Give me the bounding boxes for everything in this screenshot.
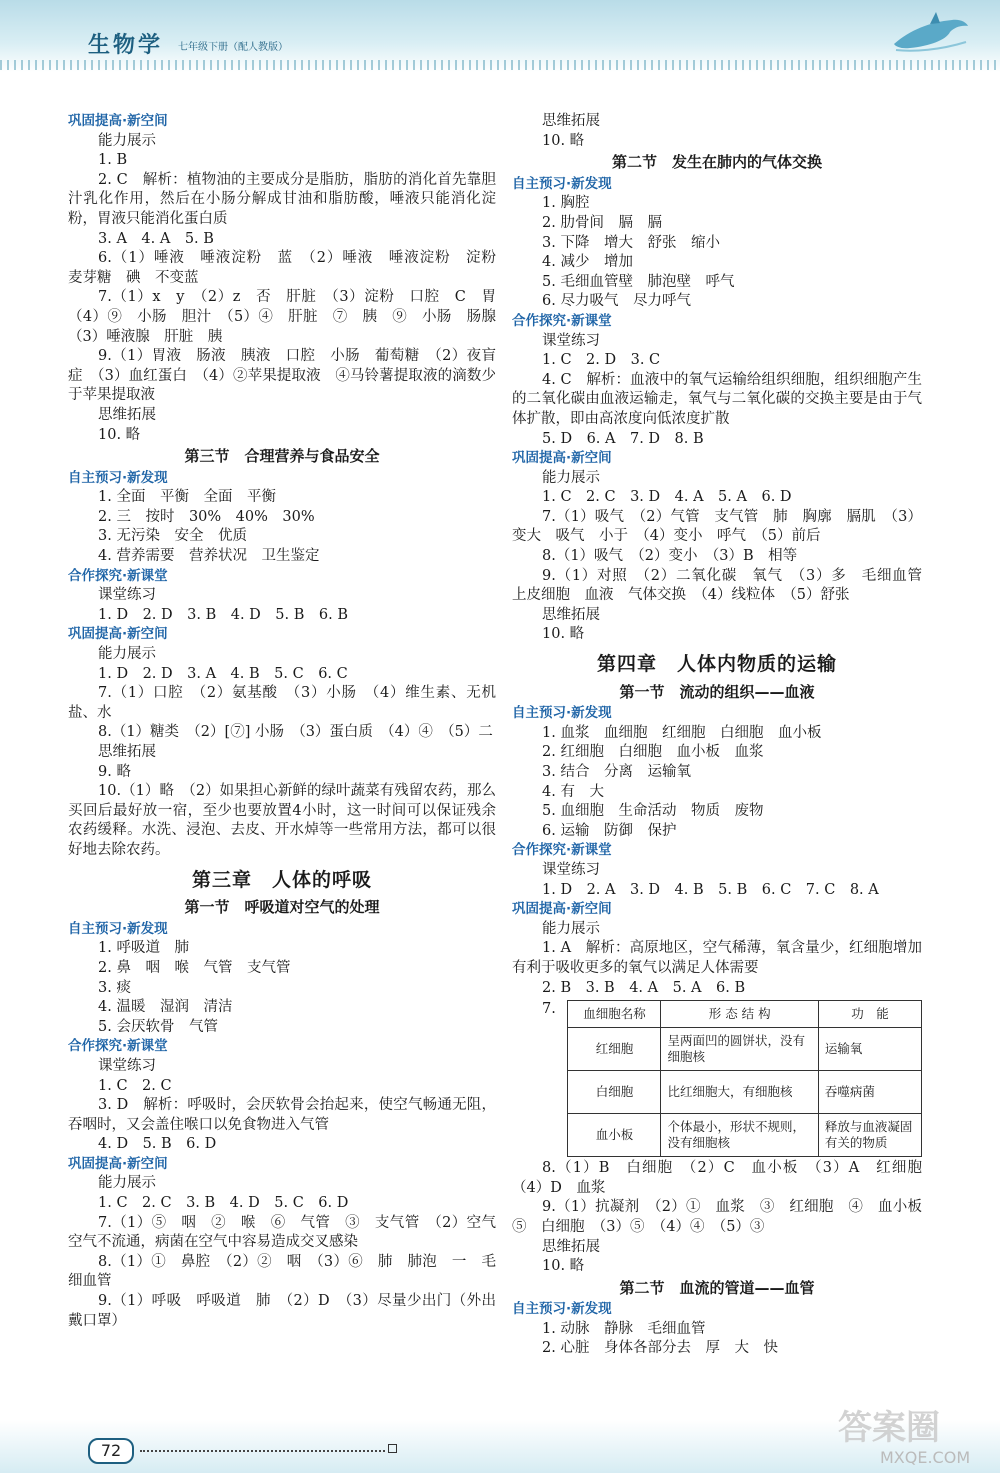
- blood-cell-table: [567, 1000, 922, 1157]
- answer-line: 7.（1）吸气 （2）气管 支气管 肺 胸廓 膈肌 （3）变大 吸气 小于 （4）变小 呼气 （5）前后: [512, 508, 922, 545]
- answer-line: 8.（1）糖类 （2）[⑦] 小肠 （3）蛋白质 （4）④ （5）二: [98, 724, 493, 741]
- section-label: 合作探究·新课堂: [68, 567, 168, 584]
- answer-line: 9.（1）呼吸 呼吸道 肺 （2）D （3）尽量少出门（外出戴口罩）: [68, 1293, 496, 1329]
- answer-line: 3. 结合 分离 运输氧: [542, 764, 691, 780]
- table-row: [568, 1114, 922, 1157]
- watermark-url: MXQE.COM: [880, 1448, 971, 1467]
- section-label: 巩固提高·新空间: [512, 450, 612, 467]
- section-heading: 第三节 合理营养与食品安全: [184, 447, 380, 466]
- section-heading: 第二节 发生在肺内的气体交换: [611, 153, 822, 172]
- table-cell: 释放与血液凝固有关的物质: [818, 1114, 921, 1157]
- table-cell: 血小板: [568, 1114, 661, 1157]
- answer-line: 7.（1）⑤ 咽 ② 喉 ⑥ 气管 ③ 支气管 （2）空气 空气不流通，病菌在空气中容易造成交叉感染: [68, 1214, 511, 1251]
- answer-line: 1. D 2. D 3. A 4. B 5. C 6. C: [98, 665, 348, 682]
- section-heading: 第一节 呼吸道对空气的处理: [184, 898, 380, 917]
- answer-line: 1. D 2. A 3. D 4. B 5. B 6. C 7. C 8. A: [542, 881, 879, 898]
- answer-line: 6.（1）唾液 唾液淀粉 蓝 （2）唾液 唾液淀粉 淀粉 麦芽糖 碘 不变蓝: [68, 250, 511, 286]
- answer-line: 10. 略: [98, 426, 141, 443]
- answer-line: 2. C 解析：植物油的主要成分是脂肪，脂肪的消化首先靠胆汁乳化作用，然后在小肠分解成甘油和脂肪酸，唾液只能消化淀粉，胃液只能消化蛋白质: [68, 171, 496, 227]
- answer-line: 6. 尽力吸气 尽力呼气: [542, 293, 691, 310]
- table-cell: 白细胞: [568, 1071, 661, 1114]
- answer-line: 8.（1）B 白细胞 （2）C 血小板 （3）A 红细胞 （4）D 血浆: [512, 1160, 937, 1196]
- answer-line: 9. 略: [98, 763, 131, 780]
- answer-line: 10. 略: [542, 132, 585, 149]
- answer-line: 1. 全面 平衡 全面 平衡: [98, 489, 276, 506]
- section-label: 合作探究·新课堂: [68, 1038, 168, 1055]
- table-cell: 红细胞: [568, 1028, 661, 1071]
- answer-line: 1. C 2. C 3. D 4. A 5. A 6. D: [542, 489, 792, 506]
- section-heading: 第二节 血流的管道——血管: [619, 1278, 815, 1297]
- answer-line: 课堂练习: [542, 861, 600, 878]
- answer-line: 4. 减少 增加: [542, 254, 633, 271]
- answer-line: 4. 有 大: [542, 783, 604, 800]
- answer-line: 5. 会厌软骨 气管: [98, 1018, 218, 1035]
- answer-line: 6. 运输 防御 保护: [542, 822, 677, 839]
- answer-line: 思维拓展: [542, 606, 600, 623]
- table-cell: 运输氧: [818, 1028, 921, 1071]
- chapter-heading: 第四章 人体内物质的运输: [596, 653, 837, 676]
- answer-line: 4. D 5. B 6. D: [98, 1136, 217, 1153]
- answer-line: 2. 红细胞 白细胞 血小板 血浆: [542, 744, 764, 761]
- chapter-heading: 第三章 人体的呼吸: [191, 868, 372, 891]
- answer-line: 1. C 2. D 3. C: [542, 352, 661, 369]
- section-label: 巩固提高·新空间: [68, 1155, 168, 1172]
- answer-line: 7.（1）x y （2）z 否 肝脏 （3）淀粉 口腔 C 胃 （4）⑨ 小肠 胆汁 （5）④ 肝脏 ⑦ 胰 ⑨ 小肠 肠腺 （3）唾液腺 肝脏 胰: [68, 289, 511, 345]
- answer-line: 4. 温暖 湿润 清洁: [98, 999, 233, 1016]
- answer-line: 课堂练习: [542, 332, 600, 349]
- answer-line: 能力展示: [98, 1175, 156, 1192]
- answer-line: 课堂练习: [98, 587, 156, 604]
- answer-line: 思维拓展: [98, 744, 156, 760]
- answer-line: 5. 血细胞 生命活动 物质 废物: [542, 803, 764, 820]
- table-header-cell: 血细胞名称: [568, 1001, 661, 1028]
- dolphin-logo-icon: [890, 10, 970, 56]
- section-label: 巩固提高·新空间: [68, 626, 168, 643]
- question-number: 7.: [542, 1001, 556, 1018]
- section-label: 自主预习·新发现: [68, 469, 168, 486]
- answer-line: 能力展示: [98, 646, 156, 663]
- answer-line: 1. 呼吸道 肺: [98, 940, 189, 957]
- answer-line: 3. D 解析：呼吸时，会厌软骨会抬起来，使空气畅通无阻，吞咽时，又会盖住喉口以免食物进入气管: [68, 1097, 496, 1133]
- section-label: 自主预习·新发现: [512, 1301, 612, 1318]
- answer-line: 1. D 2. D 3. B 4. D 5. B 6. B: [98, 606, 349, 623]
- footer-dotted-line: [140, 1450, 385, 1452]
- answer-line: 1. C 2. C 3. B 4. D 5. C 6. D: [98, 1195, 349, 1212]
- book-title: 生物学: [88, 32, 164, 58]
- end-square-icon: [388, 1444, 397, 1453]
- answer-line: 3. 无污染 安全 优质: [98, 528, 247, 545]
- answer-line: 2. 三 按时 30% 40% 30%: [98, 508, 315, 525]
- answer-line: 课堂练习: [98, 1057, 156, 1074]
- answer-line: 2. 鼻 咽 喉 气管 支气管: [98, 959, 291, 976]
- section-label: 自主预习·新发现: [512, 705, 612, 722]
- table-cell: 个体最小，形状不规则，没有细胞核: [661, 1114, 818, 1157]
- answer-line: 5. 毛细血管壁 肺泡壁 呼气: [542, 273, 735, 290]
- left-column: [68, 112, 511, 1331]
- answer-line: 5. D 6. A 7. D 8. B: [542, 430, 704, 447]
- book-subtitle: 七年级下册（配人教版）: [178, 42, 288, 53]
- section-label: 合作探究·新课堂: [512, 842, 612, 859]
- blood-cell-table-block: [512, 1000, 922, 1157]
- answer-line: 10. 略: [542, 626, 585, 643]
- table-cell: 呈两面凹的圆饼状，没有细胞核: [661, 1028, 818, 1071]
- answer-line: 思维拓展: [542, 113, 600, 129]
- answer-line: 9.（1）对照 （2）二氧化碳 氧气 （3）多 毛细血管 上皮细胞 血液 气体交换 （4）线粒体 （5）舒张: [512, 567, 937, 604]
- answer-line: 1. C 2. C: [98, 1077, 172, 1094]
- page-number: 72: [88, 1438, 134, 1464]
- answer-line: 10.（1）略 （2）如果担心新鲜的绿叶蔬菜有残留农药，那么买回后最好放一宿，至少也要放置4小时，这一时间可以保证残余农药缓释。水洗、浸泡、去皮、开水焯等一些常用方法，都可以很好地去除农药。: [68, 783, 496, 858]
- answer-line: 4. C 解析：血液中的氧气运输给组织细胞，组织细胞产生的二氧化碳由血液运输走，氧气与二氧化碳的交换主要是由于气体扩散，即由高浓度向低浓度扩散: [512, 371, 922, 427]
- table-header-cell: 形 态 结 构: [661, 1001, 818, 1028]
- answer-line: 2. 肋骨间 膈 膈: [542, 214, 662, 231]
- answer-line: 3. 下降 增大 舒张 缩小: [542, 234, 720, 251]
- answer-line: 8.（1）① 鼻腔 （2）② 咽 （3）⑥ 肺 肺泡 一 毛细血管: [68, 1253, 496, 1290]
- header-stripes: [0, 60, 1000, 70]
- section-label: 合作探究·新课堂: [512, 312, 612, 329]
- answer-line: 思维拓展: [542, 1238, 600, 1255]
- section-label: 自主预习·新发现: [68, 920, 168, 937]
- table-row: [568, 1071, 922, 1114]
- answer-line: 能力展示: [98, 132, 156, 149]
- section-label: 巩固提高·新空间: [512, 901, 612, 918]
- answer-line: 2. 心脏 身体各部分去 厚 大 快: [542, 1340, 778, 1357]
- answer-line: 1. 胸腔: [542, 195, 590, 212]
- answer-line: 1. A 解析：高原地区，空气稀薄，氧含量少，红细胞增加有利于吸收更多的氧气以满足人体需要: [512, 940, 922, 976]
- table-cell: 吞噬病菌: [818, 1071, 921, 1114]
- answer-line: 1. 血浆 血细胞 红细胞 白细胞 血小板: [542, 724, 822, 741]
- table-header-cell: 功 能: [818, 1001, 921, 1028]
- right-column: [512, 112, 937, 1359]
- answer-line: 7.（1）口腔 （2）氨基酸 （3）小肠 （4）维生素、无机盐、水: [68, 685, 496, 721]
- answer-line: 9.（1）抗凝剂 （2）① 血浆 ③ 红细胞 ④ 血小板 ⑤ 白细胞 （3）⑤ （4）④ （5）③: [512, 1199, 937, 1235]
- answer-line: 8.（1）吸气 （2）变小 （3）B 相等: [542, 548, 798, 565]
- answer-line: 3. 痰: [98, 979, 131, 996]
- answer-line: 10. 略: [542, 1258, 585, 1275]
- answer-line: 能力展示: [542, 469, 600, 486]
- answer-line: 1. 动脉 静脉 毛细血管: [542, 1320, 706, 1337]
- answer-line: 1. B: [98, 152, 128, 169]
- table-row: [568, 1028, 922, 1071]
- section-label: 自主预习·新发现: [512, 175, 612, 192]
- answer-line: 思维拓展: [98, 406, 156, 423]
- answer-line: 4. 营养需要 营养状况 卫生鉴定: [98, 548, 320, 565]
- watermark-logo: 答案圈: [838, 1408, 940, 1448]
- page-header: [0, 0, 1000, 72]
- answer-line: 9.（1）胃液 肠液 胰液 口腔 小肠 葡萄糖 （2）夜盲症 （3）血红蛋白 （4）②苹果提取液 ④马铃薯提取液的滴数少于苹果提取液: [68, 348, 496, 404]
- answer-line: 3. A 4. A 5. B: [98, 230, 214, 247]
- answer-line: 能力展示: [542, 920, 600, 937]
- section-label: 巩固提高·新空间: [68, 113, 168, 129]
- answer-line: 2. B 3. B 4. A 5. A 6. B: [542, 979, 746, 996]
- table-cell: 比红细胞大，有细胞核: [661, 1071, 818, 1114]
- section-heading: 第一节 流动的组织——血液: [619, 682, 815, 701]
